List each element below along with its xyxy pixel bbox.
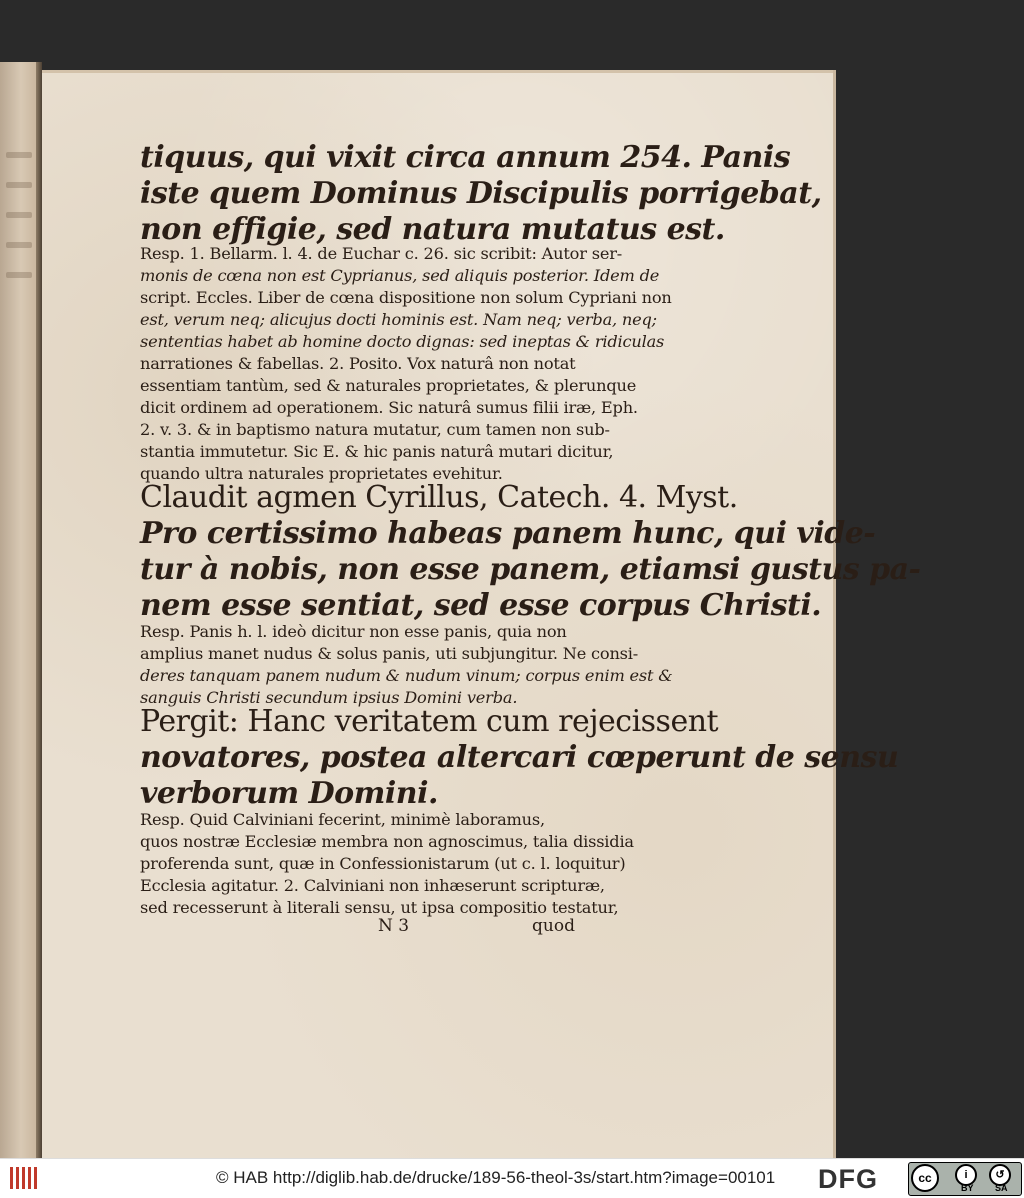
text-line: non effigie, sed natura mutatus est. xyxy=(140,212,725,247)
text-line: Resp. 1. Bellarm. l. 4. de Euchar c. 26. sic scribit: Autor ser- xyxy=(140,244,623,263)
text-line: iste quem Dominus Discipulis porrigebat, xyxy=(140,176,822,211)
text-line: deres tanquam panem nudum & nudum vinum; corpus enim est & xyxy=(140,666,673,685)
text-line: Resp. Quid Calviniani fecerint, minimè laboramus, xyxy=(140,810,545,829)
sa-label: SA xyxy=(995,1183,1008,1193)
catchword: quod xyxy=(532,916,575,936)
text-line: Ecclesia agitatur. 2. Calviniani non inhæserunt scripturæ, xyxy=(140,876,605,895)
bleed-through-mark xyxy=(6,182,32,188)
cc-license-badge[interactable] xyxy=(908,1162,1022,1196)
text-line: script. Eccles. Liber de cœna dispositione non solum Cypriani non xyxy=(140,288,672,307)
text-line: monis de cœna non est Cyprianus, sed aliquis posterior. Idem de xyxy=(140,266,660,285)
text-line: amplius manet nudus & solus panis, uti subjungitur. Ne consi- xyxy=(140,644,639,663)
text-line: Claudit agmen Cyrillus, Catech. 4. Myst. xyxy=(140,480,738,515)
text-line: narrationes & fabellas. 2. Posito. Vox naturâ non notat xyxy=(140,354,576,373)
text-line: stantia immutetur. Sic E. & hic panis naturâ mutari dicitur, xyxy=(140,442,614,461)
bleed-through-mark xyxy=(6,272,32,278)
text-line: quos nostræ Ecclesiæ membra non agnoscimus, talia dissidia xyxy=(140,832,634,851)
by-label: BY xyxy=(961,1183,974,1193)
text-line: sed recesserunt à literali sensu, ut ipsa compositio testatur, xyxy=(140,898,619,917)
text-line: sanguis Christi secundum ipsius Domini verba. xyxy=(140,688,518,707)
text-line: essentiam tantùm, sed & naturales proprietates, & plerunque xyxy=(140,376,637,395)
text-line: Resp. Panis h. l. ideò dicitur non esse panis, quia non xyxy=(140,622,567,641)
text-line: est, verum neq; alicujus docti hominis est. Nam neq; verba, neq; xyxy=(140,310,657,329)
signature-mark: N 3 xyxy=(378,916,410,936)
text-line: dicit ordinem ad operationem. Sic naturâ sumus filii iræ, Eph. xyxy=(140,398,638,417)
cc-icon: cc xyxy=(911,1164,939,1192)
text-line: Pergit: Hanc veritatem cum rejecissent xyxy=(140,704,719,739)
sa-icon: ↺ xyxy=(989,1164,1011,1186)
text-line: tur à nobis, non esse panem, etiamsi gustus pa- xyxy=(140,552,921,587)
bleed-through-mark xyxy=(6,212,32,218)
text-line: proferenda sunt, quæ in Confessionistarum (ut c. l. loquitur) xyxy=(140,854,626,873)
book-page xyxy=(42,70,921,1158)
text-line: quando ultra naturales proprietates evehitur. xyxy=(140,464,503,483)
bleed-through-mark xyxy=(6,242,32,248)
hab-logo-icon[interactable] xyxy=(8,1165,40,1193)
text-line: Pro certissimo habeas panem hunc, qui vide- xyxy=(140,516,876,551)
dfg-logo[interactable]: DFG xyxy=(818,1164,878,1194)
left-page-edge xyxy=(0,62,38,1158)
text-line: sententias habet ab homine docto dignas: sed ineptas & ridiculas xyxy=(140,332,665,351)
text-line: nem esse sentiat, sed esse corpus Christi. xyxy=(140,588,822,623)
text-line: novatores, postea altercari cœperunt de sensu xyxy=(140,740,899,775)
by-icon: i xyxy=(955,1164,977,1186)
text-line: verborum Domini. xyxy=(140,776,438,811)
credit-link[interactable]: © HAB http://diglib.hab.de/drucke/189-56-theol-3s/start.htm?image=00101 xyxy=(216,1168,776,1187)
text-line: tiquus, qui vixit circa annum 254. Panis xyxy=(140,140,791,175)
bleed-through-mark xyxy=(6,152,32,158)
text-line: 2. v. 3. & in baptismo natura mutatur, cum tamen non sub- xyxy=(140,420,610,439)
footer-bar xyxy=(0,1158,1024,1198)
